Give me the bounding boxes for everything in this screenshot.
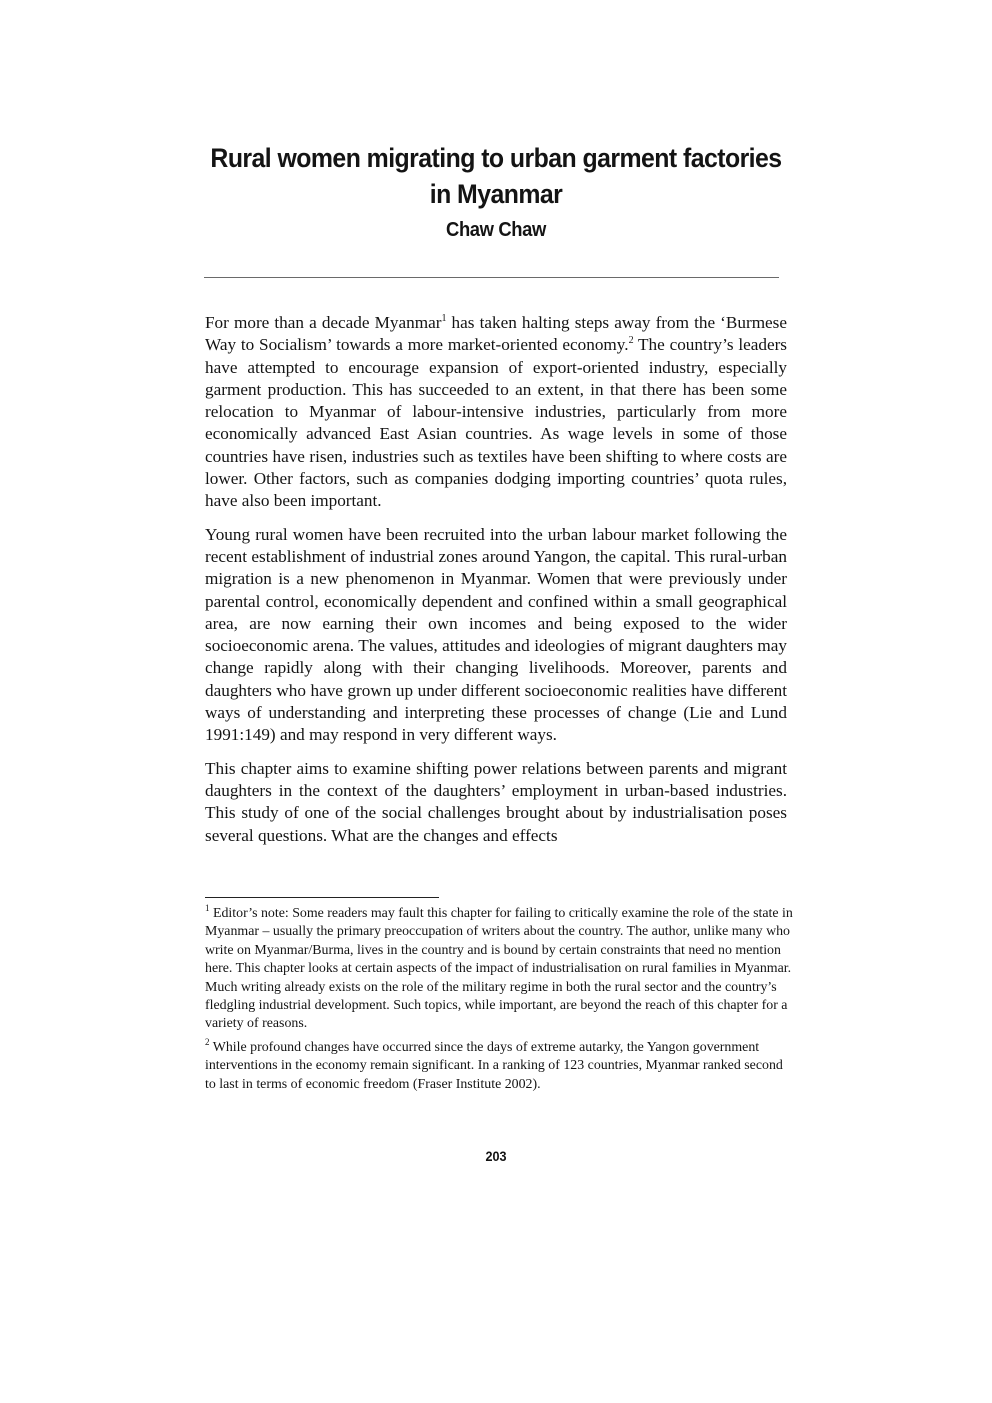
footnote-ref-2[interactable]: 2: [628, 335, 634, 347]
body-text: [205, 312, 787, 858]
footnotes: [205, 905, 795, 1099]
chapter-author: Chaw Chaw: [446, 219, 546, 241]
paragraph-2: [205, 524, 787, 747]
paragraph-1: [205, 312, 787, 513]
page-number: 203: [485, 1148, 507, 1164]
title-divider: [204, 277, 779, 278]
paragraph-3: [205, 758, 787, 847]
footnote-marker: 1: [205, 903, 210, 913]
footnote-1: [205, 905, 795, 1034]
footnote-marker: 2: [205, 1036, 210, 1047]
paragraph-text: The country’s leaders have attempted to encourage expansion of export-oriented industry, especially garment production. This has succeeded to an extent, in that there has been some relocation to Myanmar of labour-intensive industries, particularly from more economically advanced East Asian countries. As wage levels in some of those countries have risen, industries such as textiles have been shifting to where costs are lower. Other factors, such as companies dodging importing countries’ quota rules, have also been important.: [205, 335, 787, 511]
paragraph-text: has taken halting steps away from the ‘Burmese Way to Socialism’ towards a more market-oriented economy.: [205, 313, 788, 355]
chapter-title-line-1: Rural women migrating to urban garment factories: [210, 143, 782, 173]
footnote-separator: [205, 897, 439, 898]
chapter-title-line-2: in Myanmar: [429, 179, 563, 209]
footnote-ref-1[interactable]: 1: [441, 313, 447, 324]
paragraph-text: For more than a decade Myanmar: [205, 313, 442, 332]
footnote-text: While profound changes have occurred since the days of extreme autarky, the Yangon government interventions in the economy remain significant. In a ranking of 123 countries, Myanmar ranked second to last in terms of economic freedom (Fraser Institute 2002).: [205, 1039, 783, 1092]
paragraph-text: This chapter aims to examine shifting power relations between parents and migrant daughters in the context of the daughters’ employment in urban-based industries. This study of one of the social challenges brought about by industrialisation poses several questions. What are the changes and effects: [205, 758, 787, 845]
footnote-text: Editor’s note: Some readers may fault this chapter for failing to critically examine the role of the state in Myanmar – usually the primary preoccupation of writers about the country. The author, unlike many who write on Myanmar/Burma, lives in the country and is bound by certain constraints that need no mention here. This chapter looks at certain aspects of the impact of industrialisation on rural families in Myanmar. Much writing already exists on the role of the military regime in both the rural sector and the country’s fledgling industrial development. Such topics, while important, are beyond the reach of this chapter for a variety of reasons.: [205, 906, 793, 1032]
footnote-2: [205, 1036, 795, 1094]
paragraph-text: Young rural women have been recruited into the urban labour market following the recent establishment of industrial zones around Yangon, the capital. This rural-urban migration is a new phenomenon in Myanmar. Women that were previously under parental control, economically dependent and confined within a small geographical area, are now earning their own incomes and being exposed to the wider socioeconomic arena. The values, attitudes and ideologies of migrant daughters may change rapidly along with their changing livelihoods. Moreover, parents and daughters who have grown up under different socioeconomic realities have different ways of understanding and interpreting these processes of change (Lie and Lund 1991:149) and may respond in very different ways.: [205, 524, 787, 745]
